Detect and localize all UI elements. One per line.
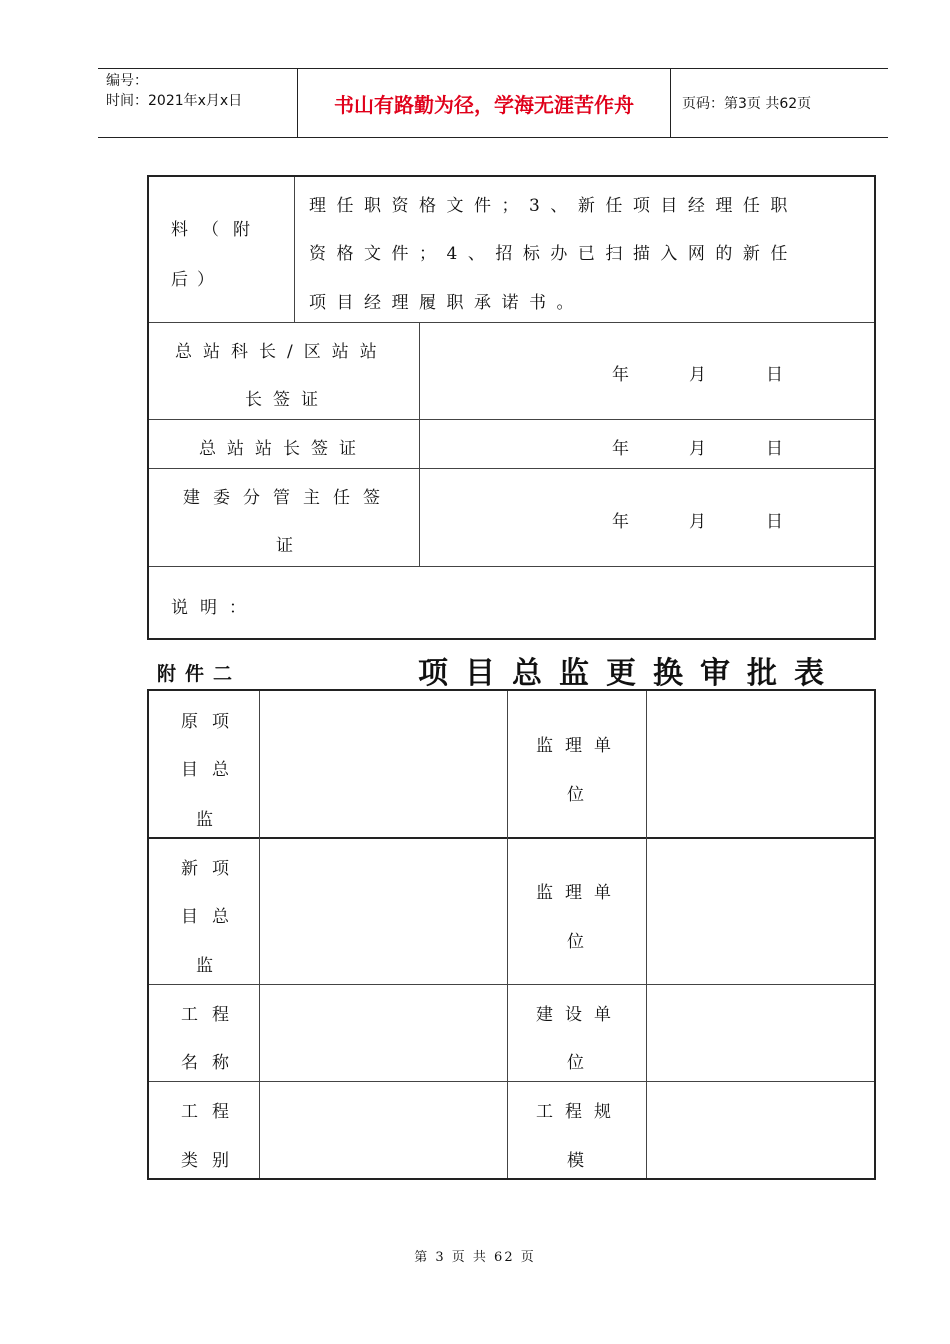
header-page-info: 页码：第3页 共62页 <box>682 96 812 112</box>
row-divider <box>149 468 874 469</box>
col-divider <box>646 691 647 1178</box>
director-sign-line1: 建委分管主任签 <box>183 488 393 508</box>
station-chief-sign: 总站站长签证 <box>199 439 367 459</box>
date-day: 日 <box>766 439 783 459</box>
section-chief-sign-line1: 总站科长/区站站 <box>175 342 388 362</box>
orig-director-label-l2: 目总 <box>181 760 243 780</box>
date-month: 月 <box>689 439 706 459</box>
project-type-label-l2: 类别 <box>181 1151 243 1171</box>
new-director-label-l2: 目总 <box>181 907 243 927</box>
section-chief-sign-line2: 长签证 <box>245 390 329 410</box>
construction-unit-label-l2: 位 <box>567 1053 593 1073</box>
col-divider <box>259 691 260 1178</box>
supervision-unit-label-l2: 位 <box>567 932 593 952</box>
row-divider <box>149 1081 874 1082</box>
supervision-unit-label-l1: 监理单 <box>536 883 623 903</box>
new-director-label-l1: 新项 <box>181 859 243 879</box>
col-divider <box>294 177 295 322</box>
row-divider <box>149 419 874 420</box>
col-divider <box>419 322 420 566</box>
attachment-label: 附件二 <box>157 663 242 685</box>
orig-director-label-l3: 监 <box>196 810 222 830</box>
material-label-line1: 料（附 <box>171 220 264 240</box>
new-director-label-l3: 监 <box>196 956 222 976</box>
supervision-unit-label-l2: 位 <box>567 785 593 805</box>
material-text-line2: 资格文件；4、招标办已扫描入网的新任 <box>309 244 798 264</box>
row-divider <box>149 837 874 839</box>
material-text-line3: 项目经理履职承诺书。 <box>309 293 584 313</box>
form-title: 项目总监更换审批表 <box>418 656 841 691</box>
date-month: 月 <box>689 512 706 532</box>
row-divider <box>149 984 874 985</box>
date-day: 日 <box>766 512 783 532</box>
material-text-line1: 理任职资格文件；3、新任项目经理任职 <box>309 196 798 216</box>
header-meta <box>98 69 298 137</box>
project-type-label-l1: 工程 <box>181 1102 243 1122</box>
project-scale-label-l1: 工程规 <box>536 1102 623 1122</box>
approval-signoff-table <box>147 175 876 640</box>
director-change-table <box>147 689 876 1180</box>
project-name-label-l1: 工程 <box>181 1005 243 1025</box>
page-footer: 第 3 页 共 62 页 <box>414 1250 536 1265</box>
time-label: 时间：2021年x月x日 <box>106 93 243 109</box>
serial-label: 编号： <box>106 73 148 89</box>
project-name-label-l2: 名称 <box>181 1053 243 1073</box>
note-label: 说明： <box>171 598 258 618</box>
date-day: 日 <box>766 365 783 385</box>
row-divider <box>149 566 874 567</box>
construction-unit-label-l1: 建设单 <box>536 1005 623 1025</box>
date-month: 月 <box>689 365 706 385</box>
project-scale-label-l2: 模 <box>567 1151 593 1171</box>
director-sign-line2: 证 <box>276 536 302 556</box>
row-divider <box>149 322 874 323</box>
col-divider <box>507 691 508 1178</box>
date-year: 年 <box>612 439 629 459</box>
header-motto: 书山有路勤为径，学海无涯苦作舟 <box>298 69 671 137</box>
orig-director-label-l1: 原项 <box>181 712 243 732</box>
material-label-line2: 后） <box>171 270 223 290</box>
page-header <box>98 68 888 138</box>
date-year: 年 <box>612 365 629 385</box>
date-year: 年 <box>612 512 629 532</box>
supervision-unit-label-l1: 监理单 <box>536 736 623 756</box>
